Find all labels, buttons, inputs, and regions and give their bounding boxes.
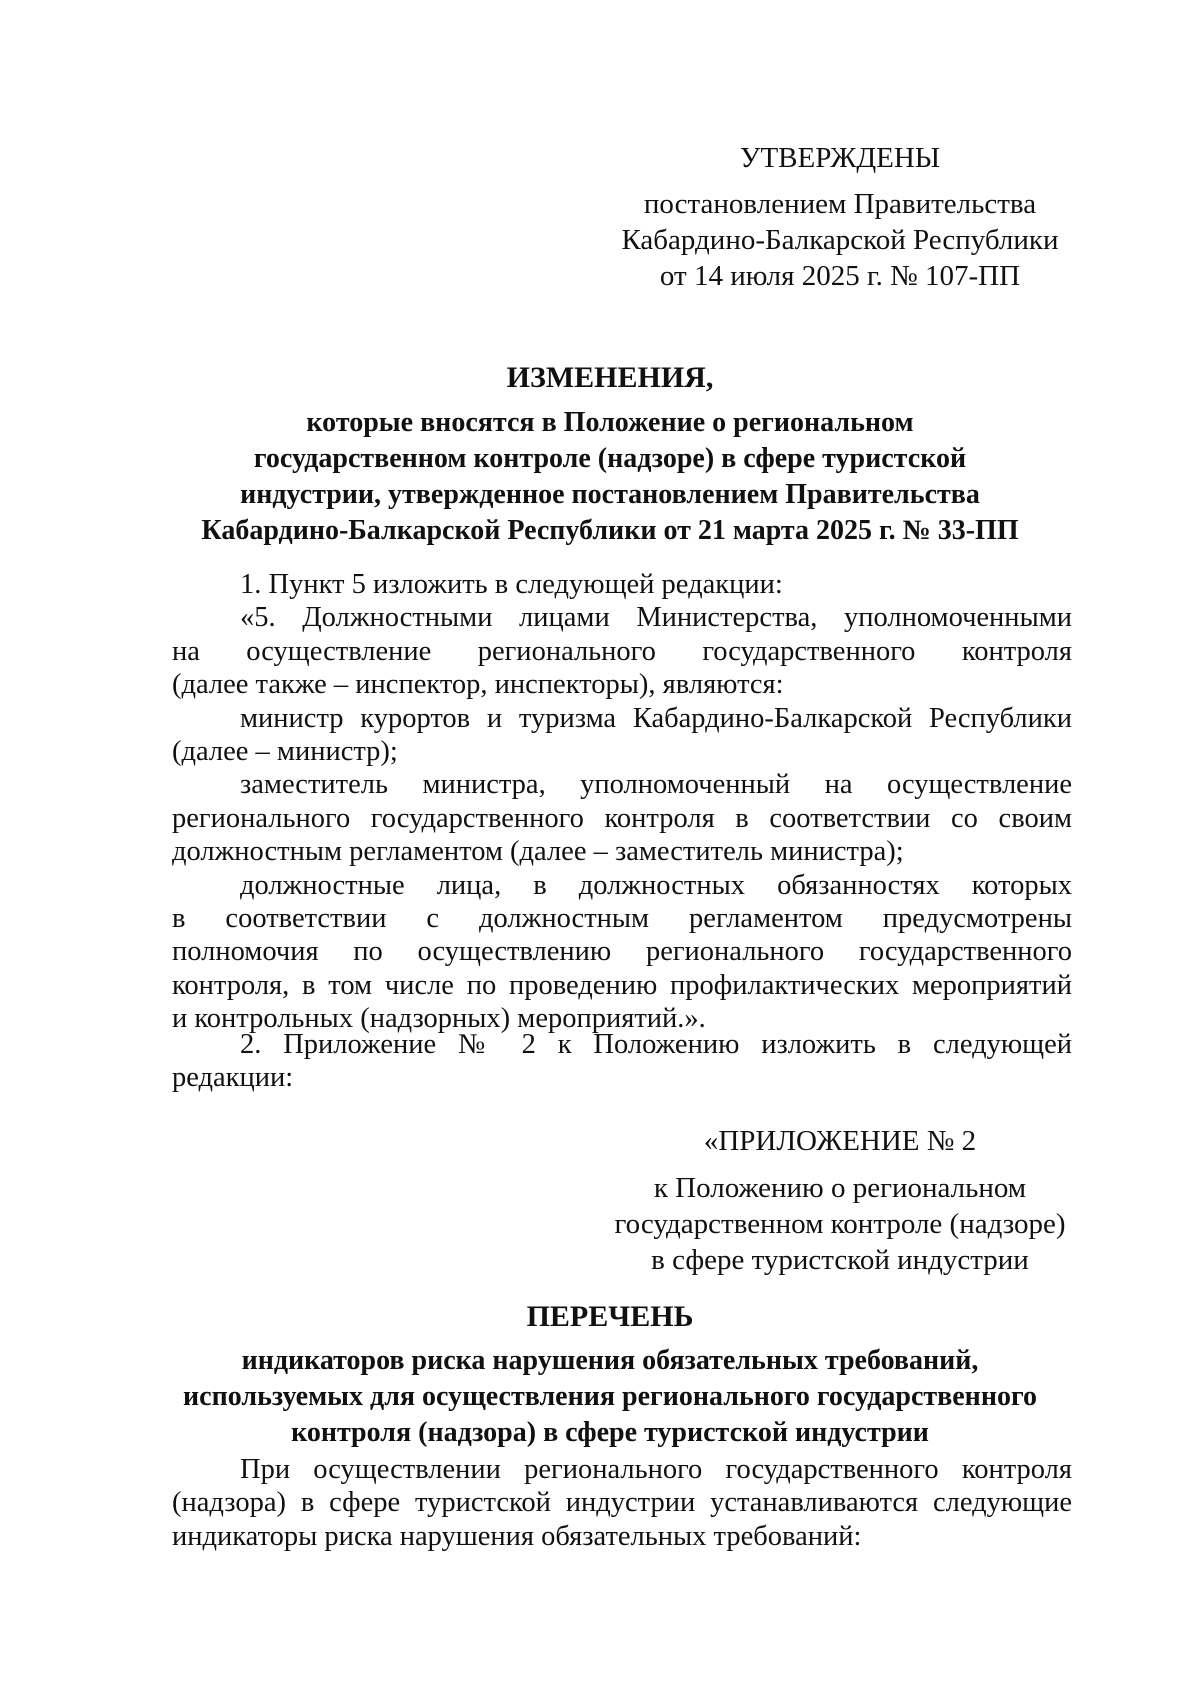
- final-paragraph-line: индикаторы риска нарушения обязательных требований:: [172, 1520, 862, 1552]
- paragraph-5-line: (далее также – инспектор, инспекторы), являются:: [172, 669, 784, 701]
- item-2-line: редакции:: [172, 1062, 294, 1094]
- final-paragraph: [172, 1453, 1072, 1553]
- paragraph-5-line: на осуществление регионального государственного контроля: [172, 635, 1072, 667]
- officials-line: в соответствии с должностным регламентом предусмотрены: [172, 903, 1072, 935]
- list-subtitle-line: используемых для осуществления регионального государственного: [183, 1381, 1037, 1412]
- subtitle-line: которые вносятся в Положение о региональном: [306, 407, 914, 438]
- annex-block: [600, 1170, 1080, 1278]
- deputy-line: должностным регламентом (далее – заместитель министра);: [172, 836, 904, 868]
- officials-line: полномочия по осуществлению регионального государственного: [172, 936, 1072, 968]
- annex-line: государственном контроле (надзоре): [614, 1208, 1066, 1240]
- final-paragraph-line: (надзора) в сфере туристской индустрии устанавливаются следующие: [172, 1487, 1072, 1519]
- approval-line: Кабардино-Балкарской Республики: [621, 224, 1059, 256]
- paragraph-5-line: «5. Должностными лицами Министерства, уполномоченными: [240, 602, 1072, 634]
- minister-line: (далее – министр);: [172, 736, 398, 768]
- final-paragraph-line: При осуществлении регионального государственного контроля: [240, 1454, 1072, 1485]
- minister-line: министр курортов и туризма Кабардино-Балкарской Республики: [240, 702, 1072, 734]
- officials-line: контроля, в том числе по проведению профилактических мероприятий: [172, 969, 1072, 1001]
- list-title: ПЕРЕЧЕНЬ: [526, 1300, 694, 1333]
- item-1-intro: 1. Пункт 5 изложить в следующей редакции:: [240, 569, 783, 600]
- annex-line: в сфере туристской индустрии: [651, 1244, 1029, 1276]
- officials-line: должностные лица, в должностных обязанностях которых: [240, 869, 1072, 901]
- list-subtitle: [160, 1343, 1060, 1451]
- changes-title: ИЗМЕНЕНИЯ,: [506, 361, 714, 394]
- list-subtitle-line: контроля (надзора) в сфере туристской индустрии: [291, 1417, 929, 1448]
- approval-line: постановлением Правительства: [643, 188, 1037, 220]
- item-1-block: [172, 568, 1072, 1036]
- item-2-block: [172, 1028, 1072, 1095]
- annex-line: к Положению о региональном: [653, 1172, 1027, 1204]
- approval-line: от 14 июля 2025 г. № 107-ПП: [659, 260, 1021, 292]
- approval-title: УТВЕРЖДЕНЫ: [739, 142, 941, 174]
- deputy-line: заместитель министра, уполномоченный на осуществление: [240, 769, 1072, 801]
- list-subtitle-line: индикаторов риска нарушения обязательных требований,: [241, 1345, 979, 1376]
- subtitle-line: Кабардино-Балкарской Республики от 21 марта 2025 г. № 33-ПП: [201, 515, 1019, 546]
- item-2-line: 2. Приложение № 2 к Положению изложить в следующей: [240, 1029, 1072, 1060]
- subtitle-line: государственном контроле (надзоре) в сфере туристской: [253, 443, 967, 474]
- subtitle-line: индустрии, утвержденное постановлением Правительства: [240, 479, 980, 510]
- changes-subtitle: [160, 405, 1060, 549]
- approval-block: [600, 186, 1080, 294]
- officials-line: и контрольных (надзорных) мероприятий.».: [172, 1003, 706, 1035]
- annex-title: «ПРИЛОЖЕНИЕ № 2: [703, 1125, 977, 1157]
- deputy-line: регионального государственного контроля в соответствии со своим: [172, 802, 1072, 834]
